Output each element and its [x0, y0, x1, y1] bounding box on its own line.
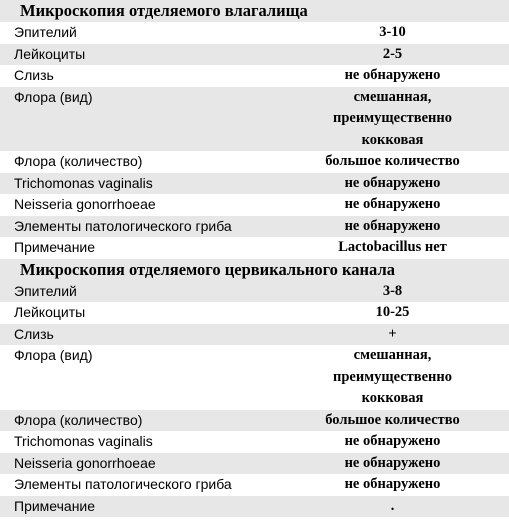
result-value	[282, 44, 509, 66]
result-row-flora-type	[0, 87, 509, 152]
result-value-line: не обнаружено	[344, 67, 441, 83]
section-vaginal-microscopy	[0, 0, 509, 259]
result-value	[282, 216, 509, 238]
result-value-line: 2-5	[382, 45, 403, 62]
result-value-line: преимущественно	[333, 110, 452, 126]
result-row-note	[0, 237, 509, 259]
result-value	[282, 302, 509, 324]
result-row-leukocytes	[0, 44, 509, 66]
result-label: Эпителий	[14, 282, 77, 299]
result-label: Слизь	[14, 67, 54, 83]
result-label: Neisseria gonorrhoeae	[14, 196, 156, 212]
result-value	[282, 431, 509, 453]
result-label: Элементы патологического гриба	[14, 476, 232, 492]
result-value	[282, 151, 509, 173]
result-label: Лейкоциты	[14, 45, 86, 62]
result-row-neisseria	[0, 194, 509, 216]
result-value-line: не обнаружено	[344, 433, 441, 449]
result-row-epithelium	[0, 22, 509, 44]
result-row-epithelium	[0, 281, 509, 303]
result-value	[282, 87, 509, 152]
result-row-fungus	[0, 474, 509, 496]
result-row-note	[0, 496, 509, 518]
result-value	[282, 474, 509, 496]
result-value-line: смешанная,	[353, 347, 432, 363]
result-row-mucus	[0, 65, 509, 87]
result-value	[282, 194, 509, 216]
result-value-line: кокковая	[361, 131, 424, 148]
result-value	[282, 496, 509, 518]
result-value	[282, 22, 509, 44]
result-label: Эпителий	[14, 24, 77, 40]
result-value	[282, 237, 509, 259]
section-title: Микроскопия отделяемого влагалища	[0, 0, 509, 22]
result-value-line: .	[390, 497, 395, 514]
result-label: Neisseria gonorrhoeae	[14, 454, 156, 471]
result-label: Элементы патологического гриба	[14, 217, 232, 234]
result-row-trichomonas	[0, 173, 509, 195]
result-value	[282, 65, 509, 87]
result-value-line: 3-8	[382, 282, 403, 299]
result-value-line: не обнаружено	[344, 476, 441, 492]
result-row-neisseria	[0, 453, 509, 475]
result-row-fungus	[0, 216, 509, 238]
result-value-line: не обнаружено	[344, 174, 441, 191]
result-value-line: большое количество	[325, 153, 460, 169]
result-label: Примечание	[14, 239, 96, 255]
result-row-trichomonas	[0, 431, 509, 453]
result-row-flora-amount	[0, 151, 509, 173]
result-row-leukocytes	[0, 302, 509, 324]
result-value-line: кокковая	[361, 390, 424, 406]
result-value-line: +	[388, 325, 397, 342]
result-label: Trichomonas vaginalis	[14, 433, 153, 449]
result-value-line: 3-10	[379, 24, 406, 40]
result-label: Trichomonas vaginalis	[14, 174, 153, 191]
result-value	[282, 324, 509, 346]
result-value-line: не обнаружено	[344, 196, 441, 212]
result-label: Слизь	[14, 325, 54, 342]
result-value	[282, 410, 509, 432]
result-value-line: Lactobacillus нет	[338, 239, 447, 255]
result-value-line: не обнаружено	[344, 217, 441, 234]
result-value-line: смешанная,	[353, 88, 432, 105]
result-label: Лейкоциты	[14, 304, 86, 320]
result-value-line: 10-25	[375, 304, 410, 320]
result-row-flora-type	[0, 345, 509, 410]
result-label: Флора (вид)	[14, 88, 93, 105]
section-title: Микроскопия отделяемого цервикального канала	[0, 259, 509, 281]
result-row-flora-amount	[0, 410, 509, 432]
result-value	[282, 173, 509, 195]
section-cervical-microscopy	[0, 259, 509, 518]
result-label: Примечание	[14, 497, 96, 514]
result-value-line: большое количество	[325, 411, 460, 428]
result-value-line: преимущественно	[333, 368, 452, 385]
result-value	[282, 281, 509, 303]
result-label: Флора (вид)	[14, 347, 93, 363]
result-label: Флора (количество)	[14, 411, 143, 428]
result-value	[282, 453, 509, 475]
result-value-line: не обнаружено	[344, 454, 441, 471]
result-row-mucus	[0, 324, 509, 346]
result-value	[282, 345, 509, 410]
result-label: Флора (количество)	[14, 153, 143, 169]
